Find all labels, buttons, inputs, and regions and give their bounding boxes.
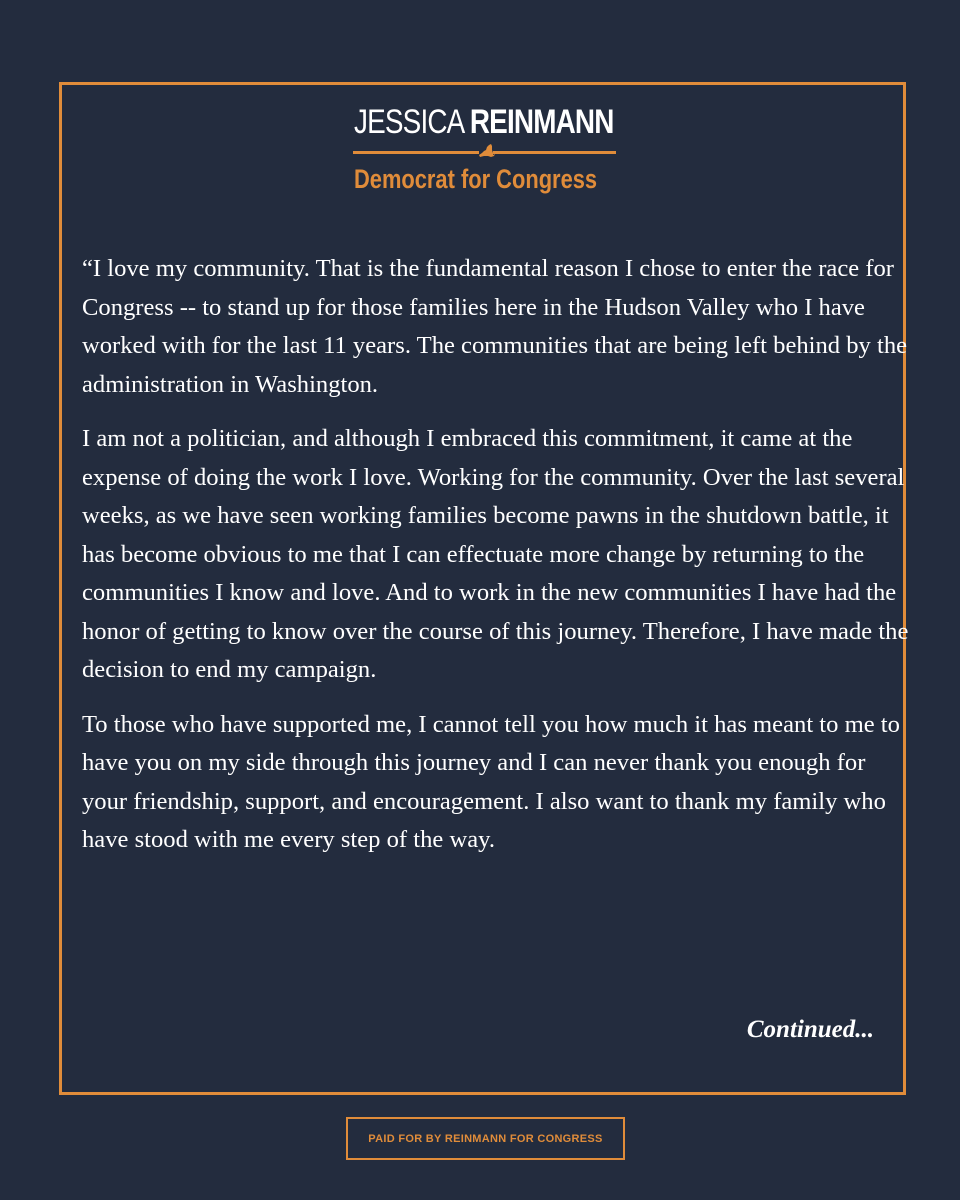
logo-last-name: REINMANN	[469, 103, 614, 141]
logo-rule-left	[353, 151, 479, 154]
logo-tagline: Democrat for Congress	[354, 164, 598, 194]
statement-paragraph: “I love my community. That is the fundamental reason I chose to enter the race for Congress -- to stand up for those families here in the Hudson Valley who I have worked with for the last 11 years. The communities that are being left behind by the administration in Washington.	[82, 255, 908, 398]
statement-paragraph: I am not a politician, and although I embraced this commitment, it came at the expense of doing the work I love. Working for the community. Over the last several weeks, as we have seen working families become pawns in the shutdown battle, it has become obvious to me that I can effectuate more change by returning to the communities I know and love. And to work in the new communities I have had the honor of getting to know over the course of this journey. Therefore, I have made the decision to end my campaign.	[82, 425, 909, 683]
logo-candidate-name	[354, 100, 614, 144]
campaign-logo	[344, 100, 624, 200]
logo-rule-right	[493, 151, 616, 154]
paid-for-disclaimer-box	[346, 1117, 625, 1160]
statement-body	[82, 250, 912, 876]
paid-for-disclaimer: PAID FOR BY REINMANN FOR CONGRESS	[368, 1132, 603, 1145]
logo-first-name: JESSICA	[354, 103, 463, 141]
new-york-state-icon	[476, 141, 496, 161]
statement-paragraph: To those who have supported me, I cannot tell you how much it has meant to me to have you on my side through this journey and I can never thank you enough for your friendship, support, and encouragement. I also want to thank my family who have stood with me every step of the way.	[82, 710, 900, 853]
continued-label: Continued...	[746, 1016, 874, 1043]
